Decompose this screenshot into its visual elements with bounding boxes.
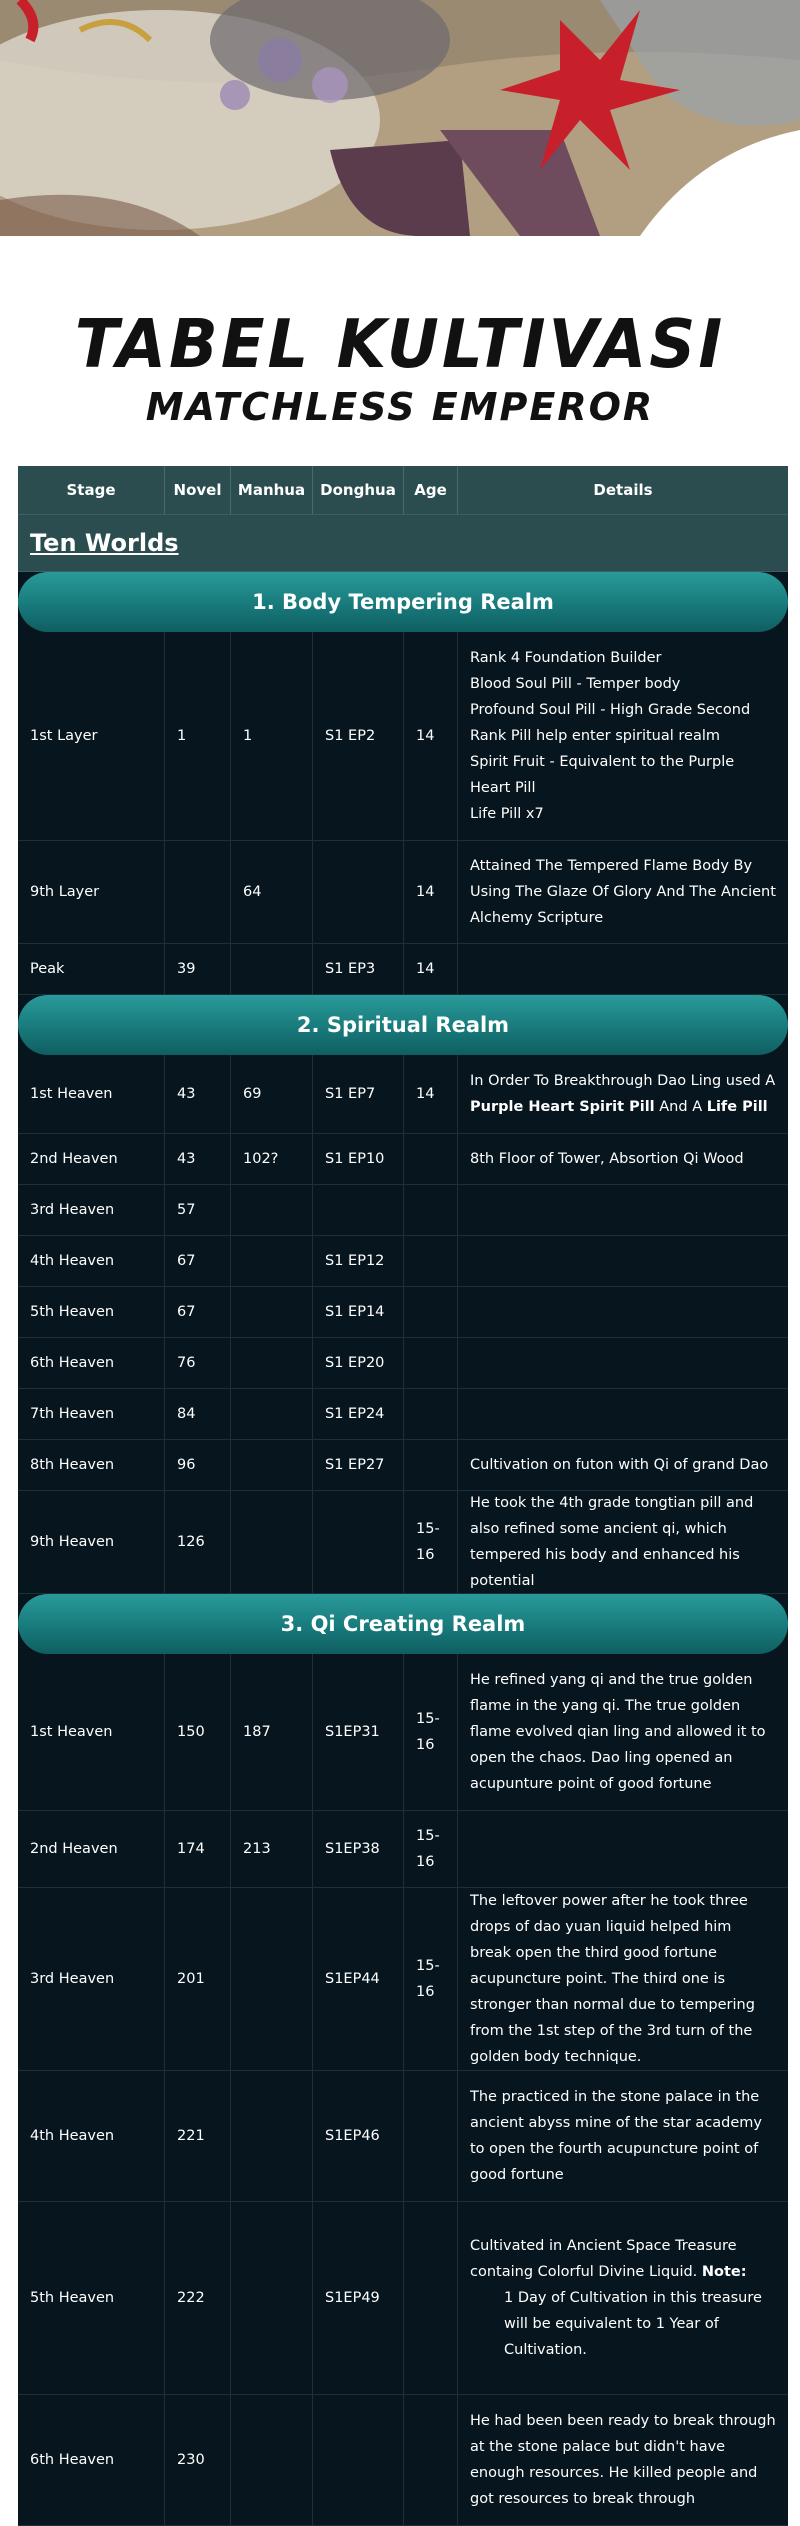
table-row (18, 1185, 788, 1236)
cell-details (458, 845, 788, 939)
section-header-spiritual: 2. Spiritual Realm (18, 995, 788, 1055)
header-novel: Novel (165, 466, 231, 514)
title-line-1: TABEL KULTIVASI (74, 306, 726, 384)
cell-manhua: 64 (231, 841, 313, 943)
cell-stage: Peak (18, 944, 165, 994)
table-row (18, 2395, 788, 2526)
cell-donghua: S1 EP3 (313, 944, 404, 994)
cell-age (404, 1389, 458, 1439)
cell-stage: 9th Heaven (18, 1491, 165, 1593)
cell-manhua (231, 1236, 313, 1286)
cell-manhua (231, 1491, 313, 1593)
cell-age (404, 1185, 458, 1235)
cell-manhua (231, 2071, 313, 2201)
banner-artwork (0, 0, 800, 236)
table-row (18, 1287, 788, 1338)
detail-text: In Order To Breakthrough Dao Ling used A (470, 1073, 776, 1089)
cell-novel: 67 (165, 1236, 231, 1286)
cell-age: 15-16 (404, 1888, 458, 2070)
note-text: 1 Day of Cultivation in this treasure will be equivalent to 1 Year of Cultivation. (504, 2290, 762, 2358)
cell-manhua: 213 (231, 1811, 313, 1887)
cell-details: 8th Floor of Tower, Absortion Qi Wood (470, 1151, 744, 1167)
cell-stage: 9th Layer (18, 841, 165, 943)
title-line-2: MATCHLESS EMPEROR (145, 385, 655, 429)
cell-stage: 2nd Heaven (18, 1134, 165, 1184)
detail-line: Life Pill x7 (470, 806, 544, 822)
cell-stage: 6th Heaven (18, 1338, 165, 1388)
cell-age (404, 2395, 458, 2525)
cell-stage: 6th Heaven (18, 2395, 165, 2525)
table-row (18, 1811, 788, 1888)
table-header-row (18, 466, 788, 515)
cell-manhua (231, 2395, 313, 2525)
detail-line: Spirit Fruit - Equivalent to the Purple Heart Pill (470, 754, 735, 796)
cell-donghua: S1 EP10 (313, 1134, 404, 1184)
cell-details: He took the 4th grade tongtian pill and also refined some ancient qi, which tempered his body and enhanced his potential (470, 1495, 754, 1589)
cell-manhua (231, 944, 313, 994)
cell-details (458, 1406, 788, 1422)
cell-manhua (231, 1440, 313, 1490)
cell-details (458, 1253, 788, 1269)
ten-worlds-link[interactable]: Ten Worlds (30, 529, 179, 557)
cell-manhua: 69 (231, 1055, 313, 1133)
detail-bold-text: Purple Heart Spirit Pill (470, 1099, 655, 1115)
cell-novel: 57 (165, 1185, 231, 1235)
cell-novel: 96 (165, 1440, 231, 1490)
cell-age: 15-16 (404, 1654, 458, 1810)
table-row (18, 632, 788, 841)
cell-manhua: 102? (231, 1134, 313, 1184)
header-donghua: Donghua (313, 466, 404, 514)
cell-novel: 39 (165, 944, 231, 994)
cell-details: The leftover power after he took three drops of dao yuan liquid helped him break open the third good fortune acupuncture point. The third one is stronger than normal due to tempering from the 1st step of the 3rd turn of the golden body technique. (470, 1893, 755, 2065)
cultivation-table (18, 466, 788, 2526)
cell-novel: 222 (165, 2202, 231, 2394)
detail-line (470, 2233, 776, 2285)
table-row (18, 1134, 788, 1185)
table-row (18, 2202, 788, 2395)
cell-donghua: S1 EP12 (313, 1236, 404, 1286)
cell-novel: 67 (165, 1287, 231, 1337)
detail-line: Blood Soul Pill - Temper body (470, 676, 681, 692)
page-title (0, 306, 800, 430)
cell-details (458, 1355, 788, 1371)
cell-age (404, 1236, 458, 1286)
detail-bold-text: Life Pill (706, 1099, 768, 1115)
cell-age: 14 (404, 841, 458, 943)
header-stage: Stage (18, 466, 165, 514)
cell-manhua (231, 2202, 313, 2394)
cell-manhua (231, 1888, 313, 2070)
cell-age (404, 1134, 458, 1184)
note-label: Note: (701, 2264, 747, 2280)
cell-details (458, 1304, 788, 1320)
cell-stage: 1st Layer (18, 632, 165, 840)
cell-age: 14 (404, 944, 458, 994)
cell-donghua: S1 EP7 (313, 1055, 404, 1133)
cell-age (404, 1440, 458, 1490)
cell-details (458, 637, 788, 835)
table-row (18, 1389, 788, 1440)
cell-novel: 43 (165, 1055, 231, 1133)
cell-details: He refined yang qi and the true golden flame in the yang qi. The true golden flame evolved qian ling and allowed it to open the chaos. Dao ling opened an acupunture point of good fortune (470, 1672, 766, 1792)
cell-donghua: S1EP49 (313, 2202, 404, 2394)
detail-text: Cultivated in Ancient Space Treasure containg Colorful Divine Liquid. (470, 2238, 737, 2280)
ten-worlds-link-row (18, 515, 788, 572)
cell-age (404, 2071, 458, 2201)
detail-line: Rank 4 Foundation Builder (470, 650, 662, 666)
cell-donghua (313, 1185, 404, 1235)
cell-stage: 3rd Heaven (18, 1185, 165, 1235)
cell-novel: 201 (165, 1888, 231, 2070)
cell-details (458, 2225, 788, 2371)
table-row (18, 1888, 788, 2071)
cell-manhua (231, 1185, 313, 1235)
cell-stage: 7th Heaven (18, 1389, 165, 1439)
detail-line: Profound Soul Pill - High Grade Second Rank Pill help enter spiritual realm (470, 702, 751, 744)
cell-donghua: S1 EP20 (313, 1338, 404, 1388)
cell-age: 14 (404, 1055, 458, 1133)
cell-details: He had been been ready to break through at the stone palace but didn't have enough resources. He killed people and got resources to break through (470, 2413, 776, 2507)
cell-stage: 5th Heaven (18, 2202, 165, 2394)
cell-novel: 174 (165, 1811, 231, 1887)
table-row (18, 1654, 788, 1811)
detail-text: And A (654, 1099, 707, 1115)
cell-donghua: S1 EP14 (313, 1287, 404, 1337)
cell-novel: 221 (165, 2071, 231, 2201)
cell-details (458, 1202, 788, 1218)
cell-details (458, 1841, 788, 1857)
cell-manhua: 1 (231, 632, 313, 840)
cell-stage: 1st Heaven (18, 1654, 165, 1810)
cell-manhua (231, 1287, 313, 1337)
cell-donghua (313, 2395, 404, 2525)
cell-age: 15-16 (404, 1811, 458, 1887)
table-row (18, 841, 788, 944)
section-header-body-tempering: 1. Body Tempering Realm (18, 572, 788, 632)
cell-stage: 5th Heaven (18, 1287, 165, 1337)
section-header-qi-creating: 3. Qi Creating Realm (18, 1594, 788, 1654)
cell-novel: 1 (165, 632, 231, 840)
cell-stage: 3rd Heaven (18, 1888, 165, 2070)
cell-stage: 8th Heaven (18, 1440, 165, 1490)
cell-stage: 2nd Heaven (18, 1811, 165, 1887)
cell-details (458, 1060, 788, 1128)
cell-novel: 43 (165, 1134, 231, 1184)
cell-age (404, 2202, 458, 2394)
cell-details: The practiced in the stone palace in the ancient abyss mine of the star academy to open the fourth acupuncture point of good fortune (470, 2089, 763, 2183)
cell-stage: 4th Heaven (18, 2071, 165, 2201)
detail-line: Attained The Tempered Flame Body By Using The Glaze Of Glory And The Ancient Alchemy Scripture (470, 858, 776, 926)
cell-donghua: S1EP44 (313, 1888, 404, 2070)
cell-age: 15-16 (404, 1491, 458, 1593)
cell-donghua: S1EP31 (313, 1654, 404, 1810)
table-row (18, 2071, 788, 2202)
cell-age (404, 1287, 458, 1337)
cell-age (404, 1338, 458, 1388)
cell-details (458, 961, 788, 977)
cell-novel: 126 (165, 1491, 231, 1593)
cell-details: Cultivation on futon with Qi of grand Dao (470, 1457, 769, 1473)
table-row (18, 1491, 788, 1594)
cell-stage: 1st Heaven (18, 1055, 165, 1133)
table-row (18, 1338, 788, 1389)
cell-novel (165, 841, 231, 943)
cell-donghua (313, 1491, 404, 1593)
cell-donghua: S1EP46 (313, 2071, 404, 2201)
header-manhua: Manhua (231, 466, 313, 514)
cell-manhua: 187 (231, 1654, 313, 1810)
header-age: Age (404, 466, 458, 514)
cell-novel: 230 (165, 2395, 231, 2525)
cell-novel: 150 (165, 1654, 231, 1810)
header-banner-image (0, 0, 800, 236)
cell-donghua: S1 EP24 (313, 1389, 404, 1439)
header-details: Details (593, 481, 653, 499)
cell-donghua (313, 841, 404, 943)
table-row (18, 1236, 788, 1287)
cell-novel: 84 (165, 1389, 231, 1439)
cell-age: 14 (404, 632, 458, 840)
cell-stage: 4th Heaven (18, 1236, 165, 1286)
cell-donghua: S1 EP27 (313, 1440, 404, 1490)
cell-manhua (231, 1389, 313, 1439)
cell-donghua: S1EP38 (313, 1811, 404, 1887)
cell-novel: 76 (165, 1338, 231, 1388)
table-row (18, 1055, 788, 1134)
table-row (18, 944, 788, 995)
cell-manhua (231, 1338, 313, 1388)
cell-donghua: S1 EP2 (313, 632, 404, 840)
